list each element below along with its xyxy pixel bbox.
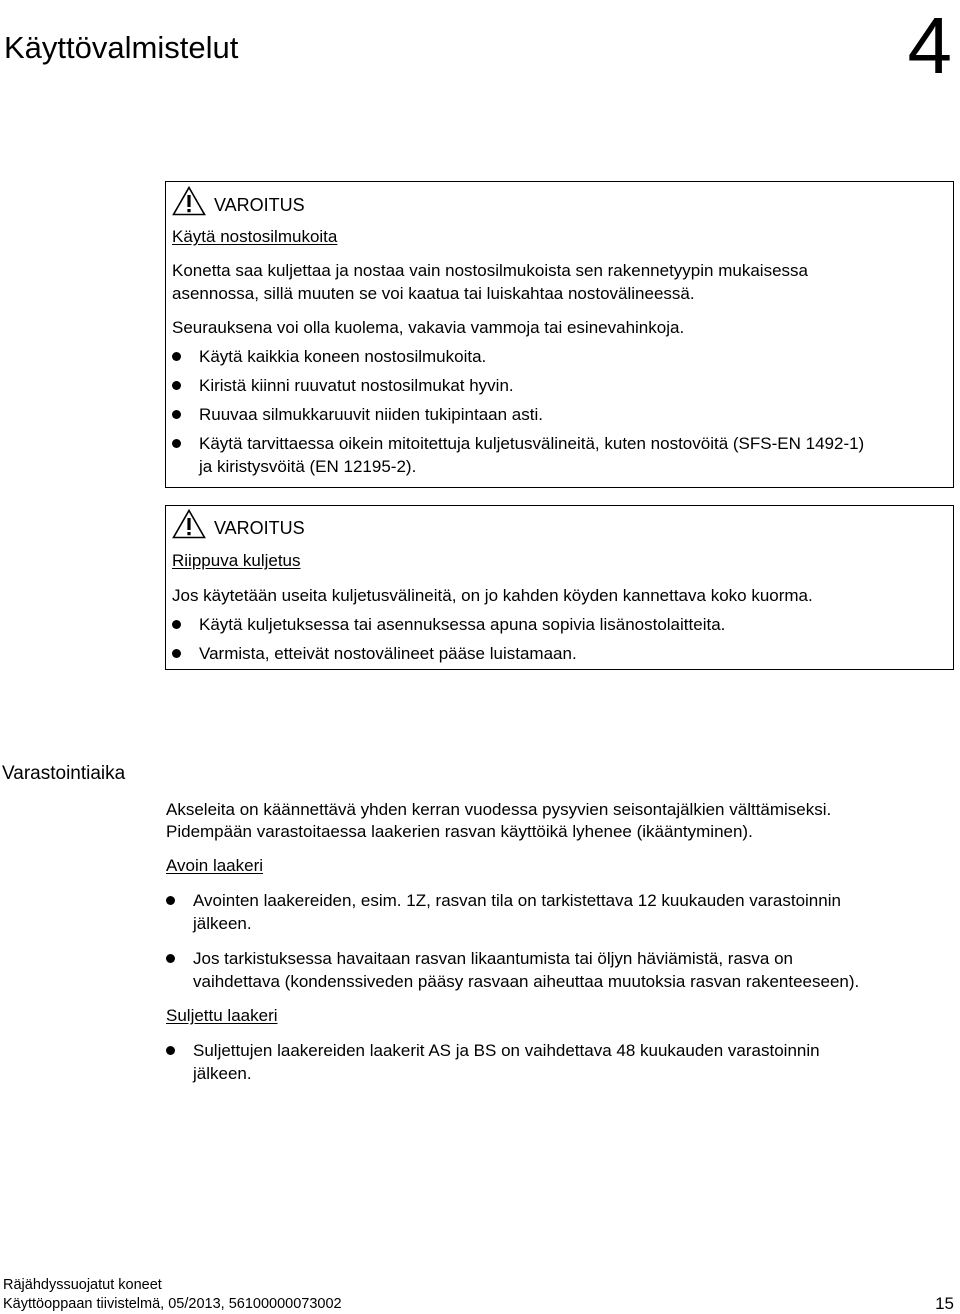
- warning-bullet: Kiristä kiinni ruuvatut nostosilmukat hyvin.: [172, 374, 514, 397]
- warning-subtitle: Riippuva kuljetus: [172, 551, 301, 570]
- warning-triangle-icon: [172, 186, 206, 216]
- warning-header: [172, 509, 305, 539]
- warning-box-suspended-transport: [165, 505, 954, 670]
- storage-intro-line: Akseleita on käännettävä yhden kerran vuodessa pysyvien seisontajälkien välttämiseksi.: [166, 800, 832, 819]
- footer-product-line: Räjähdyssuojatut koneet: [3, 1277, 162, 1293]
- bullet-dot-icon: [172, 620, 181, 629]
- page-number: 15: [935, 1294, 954, 1313]
- warning-label: VAROITUS: [214, 518, 305, 538]
- storage-intro-line: Pidempään varastoitaessa laakerien rasvan käyttöikä lyhenee (ikääntyminen).: [166, 822, 753, 841]
- chapter-number: 4: [907, 1, 952, 90]
- warning-bullet: Käytä kuljetuksessa tai asennuksessa apuna sopivia lisänostolaitteita.: [172, 613, 725, 636]
- bullet-dot-icon: [172, 352, 181, 361]
- warning-text-line: Konetta saa kuljettaa ja nostaa vain nostosilmukoista sen rakennetyypin mukaisessa: [172, 261, 808, 280]
- warning-bullet: Käytä kaikkia koneen nostosilmukoita.: [172, 345, 486, 368]
- bullet-dot-icon: [172, 410, 181, 419]
- warning-box-lifting-eyes: [165, 181, 954, 488]
- sealed-bearing-bullet: Suljettujen laakereiden laakerit AS ja BS on vaihdettava 48 kuukauden varastoinnin jälkeen.: [166, 1039, 820, 1085]
- warning-bullet: Käytä tarvittaessa oikein mitoitettuja kuljetusvälineitä, kuten nostovöitä (SFS-EN 1492-1): [172, 432, 864, 455]
- warning-subtitle: Käytä nostosilmukoita: [172, 227, 338, 246]
- bullet-dot-icon: [166, 954, 175, 963]
- warning-text-line: asennossa, sillä muuten se voi kaatua tai luiskahtaa nostovälineessä.: [172, 284, 695, 303]
- warning-bullet-continuation: ja kiristysvöitä (EN 12195-2).: [199, 457, 417, 476]
- warning-text-line: Jos käytetään useita kuljetusvälineitä, on jo kahden köyden kannettava koko kuorma.: [172, 586, 813, 605]
- subheading-sealed-bearing: Suljettu laakeri: [166, 1006, 278, 1025]
- subheading-open-bearing: Avoin laakeri: [166, 856, 264, 875]
- warning-label: VAROITUS: [214, 195, 305, 215]
- section-heading-storage: Varastointiaika: [2, 763, 126, 784]
- open-bearing-bullet: Avointen laakereiden, esim. 1Z, rasvan tila on tarkistettava 12 kuukauden varastoinnin jälkeen.: [166, 889, 841, 935]
- bullet-dot-icon: [166, 896, 175, 905]
- warning-header: [172, 186, 305, 216]
- footer-document-line: Käyttöoppaan tiivistelmä, 05/2013, 56100000073002: [3, 1296, 342, 1312]
- warning-bullet: Varmista, etteivät nostovälineet pääse luistamaan.: [172, 642, 577, 665]
- page-title: Käyttövalmistelut: [4, 30, 239, 65]
- bullet-dot-icon: [172, 649, 181, 658]
- open-bearing-bullet: Jos tarkistuksessa havaitaan rasvan likaantumista tai öljyn häviämistä, rasva on vaihdettava (kondenssiveden pääsy rasvaan aiheuttaa muutoksia rasvan rakenteeseen).: [166, 947, 859, 993]
- bullet-dot-icon: [172, 381, 181, 390]
- warning-triangle-icon: [172, 509, 206, 539]
- warning-consequence: Seurauksena voi olla kuolema, vakavia vammoja tai esinevahinkoja.: [172, 318, 685, 337]
- bullet-dot-icon: [166, 1046, 175, 1055]
- bullet-dot-icon: [172, 439, 181, 448]
- warning-bullet: Ruuvaa silmukkaruuvit niiden tukipintaan asti.: [172, 403, 543, 426]
